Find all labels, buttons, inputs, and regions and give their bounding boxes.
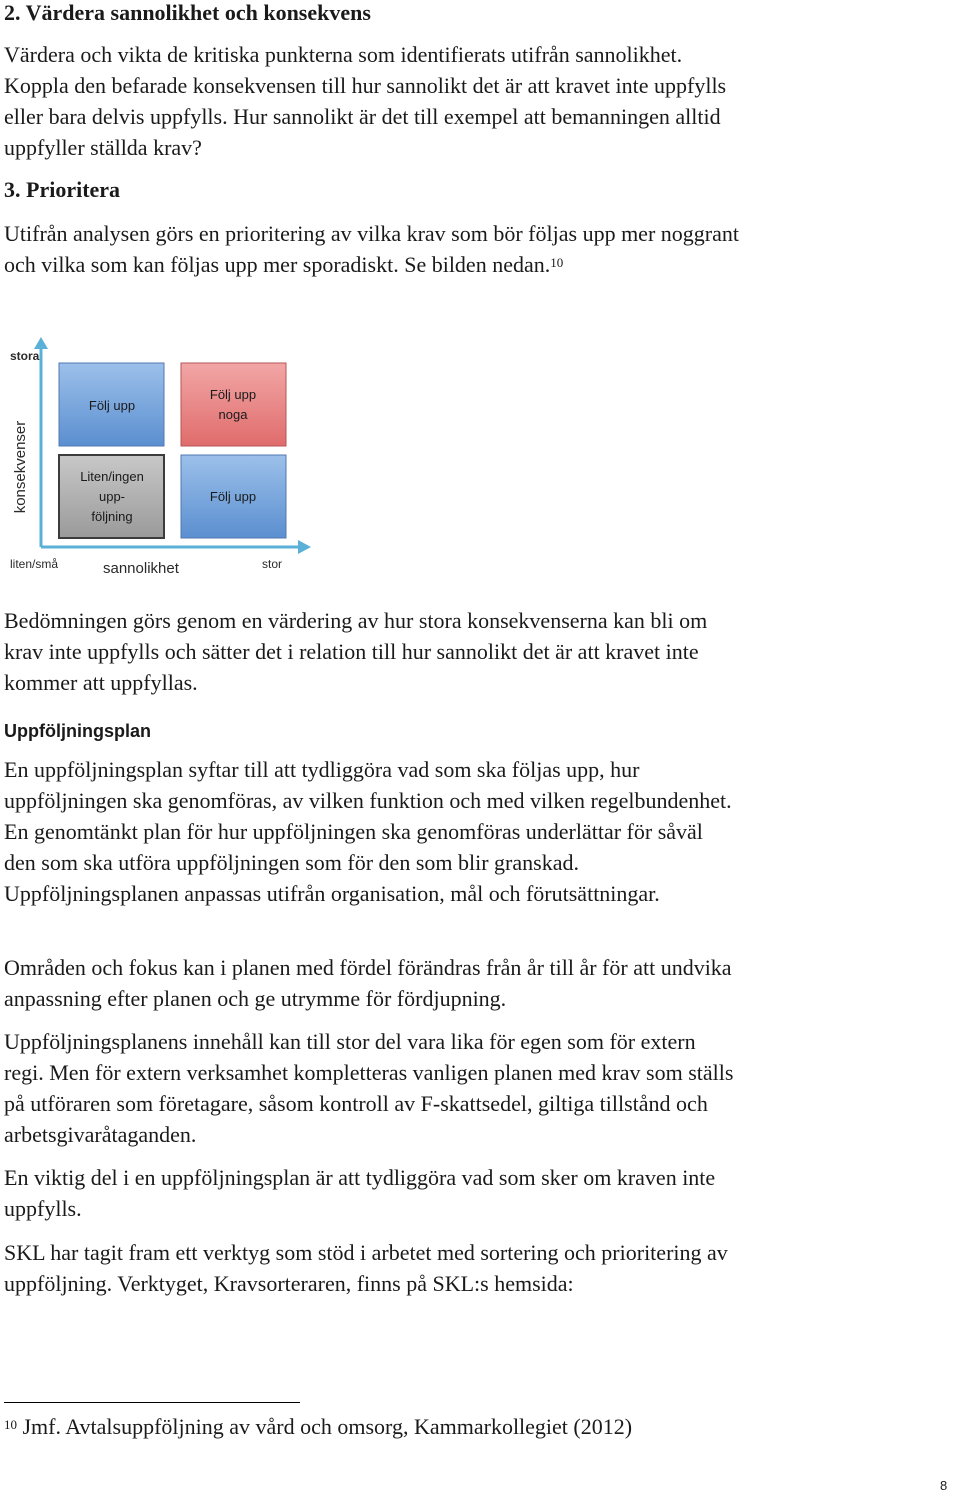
x-axis-label: sannolikhet xyxy=(103,560,179,577)
priority-matrix-diagram xyxy=(0,335,330,585)
section-3-text: Utifrån analysen görs en prioritering av vilka krav som bör följas upp mer noggrant och vilka som kan följas upp mer sporadiskt. Se bilden nedan. xyxy=(4,221,739,277)
section-2-heading: 2. Värdera sannolikhet och konsekvens xyxy=(4,0,371,25)
cell-top-right-label-1: Följ upp xyxy=(209,387,257,402)
x-axis-arrow-icon xyxy=(298,540,311,554)
y-axis-label: konsekvenser xyxy=(12,420,29,514)
section-3-body xyxy=(4,218,739,280)
plan-paragraph-2: Områden och fokus kan i planen med fördel förändras från år till år för att undvika anpassning efter planen och ge utrymme för fördjupning. xyxy=(4,955,732,1011)
x-axis-left-label: liten/små xyxy=(10,557,59,571)
footnote-separator xyxy=(4,1402,300,1403)
section-2-body: Värdera och vikta de kritiska punkterna som identifierats utifrån sannolikhet. Koppla den befarade konsekvensen till hur sannolikt det är att kravet inte uppfylls eller bara delvis uppfylls. Hur sannolikt är det till exempel att bemanningen alltid uppfyller ställda krav? xyxy=(4,42,727,160)
assessment-paragraph: Bedömningen görs genom en värdering av hur stora konsekvenserna kan bli om krav inte uppfylls och sätter det i relation till hur sannolikt det är att kravet inte kommer att uppfyllas. xyxy=(4,608,708,695)
cell-top-right-label-2: noga xyxy=(218,407,248,422)
plan-heading: Uppföljningsplan xyxy=(4,721,151,741)
cell-top-right xyxy=(181,363,286,446)
y-axis-top-label: stora xyxy=(10,349,40,363)
cell-bottom-left-label-3: följning xyxy=(91,509,133,524)
cell-bottom-left-label-2: upp- xyxy=(98,489,126,504)
plan-paragraph-5: SKL har tagit fram ett verktyg som stöd i arbetet med sortering och prioritering av uppföljning. Verktyget, Kravsorteraren, finns på SKL:s hemsida: xyxy=(4,1240,728,1296)
footnote-ref[interactable]: 10 xyxy=(550,255,564,270)
section-3-heading: 3. Prioritera xyxy=(4,177,121,202)
footnote xyxy=(4,1413,632,1441)
footnote-text: Jmf. Avtalsuppföljning av vård och omsorg, Kammarkollegiet (2012) xyxy=(22,1414,633,1439)
footnote-number: 10 xyxy=(4,1417,17,1432)
plan-paragraph-4: En viktig del i en uppföljningsplan är att tydliggöra vad som sker om kraven inte uppfylls. xyxy=(4,1165,716,1221)
plan-paragraph-1: En uppföljningsplan syftar till att tydliggöra vad som ska följas upp, hur uppföljningen ska genomföras, av vilken funktion och med vilken regelbundenhet. En genomtänkt plan för hur uppföljningen ska genomföras underlättar för såväl den som ska utföra uppföljningen som för den som blir granskad. Uppföljningsplanen anpassas utifrån organisation, mål och förutsättningar. xyxy=(4,757,732,906)
cell-bottom-left-label-1: Liten/ingen xyxy=(80,469,144,484)
cell-bottom-right-label: Följ upp xyxy=(209,489,257,504)
cell-top-left-label: Följ upp xyxy=(88,398,136,413)
plan-paragraph-3: Uppföljningsplanens innehåll kan till stor del vara lika för egen som för extern regi. Men för extern verksamhet kompletteras vanligen planen med krav som ställs på utföraren som företagare, såsom kontroll av F-skattsedel, giltiga tillstånd och arbetsgivaråtaganden. xyxy=(4,1029,734,1147)
page-number: 8 xyxy=(940,1478,948,1493)
y-axis-arrow-icon xyxy=(34,337,48,349)
x-axis-right-label: stor xyxy=(262,557,283,571)
